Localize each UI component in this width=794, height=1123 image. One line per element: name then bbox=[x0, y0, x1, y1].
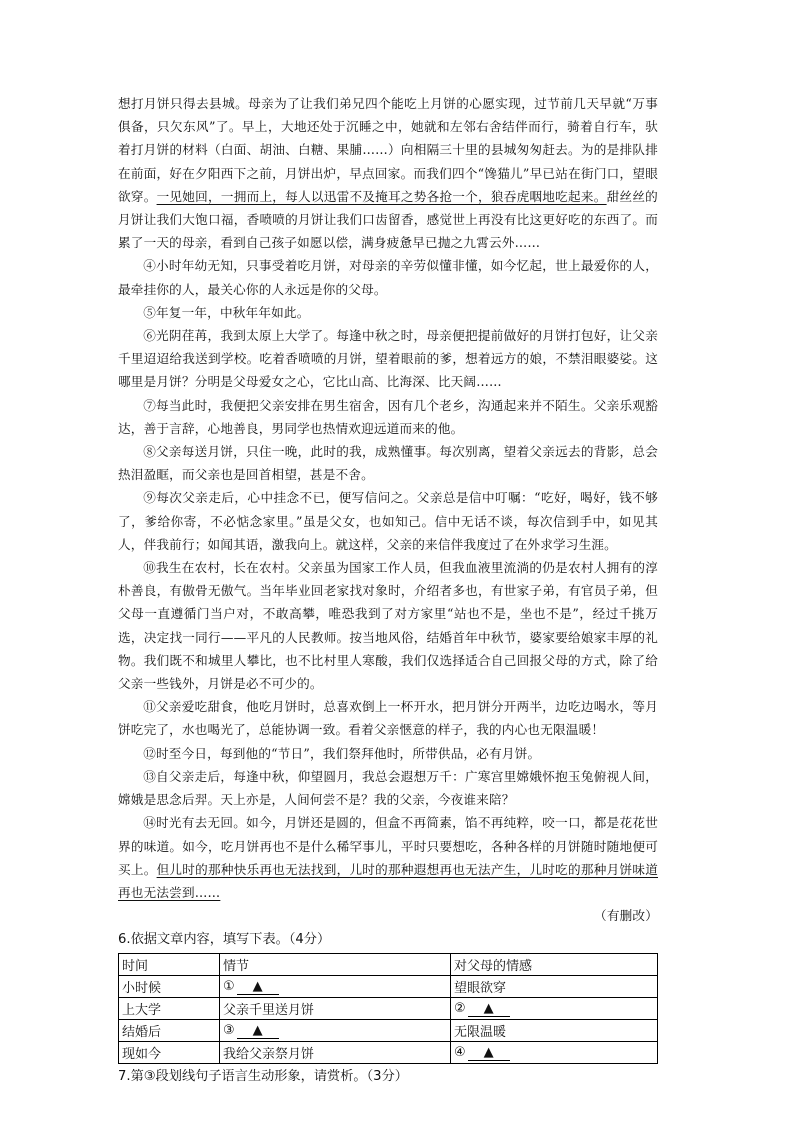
answer-blank[interactable]: ▲ bbox=[468, 1002, 510, 1017]
table-row bbox=[119, 976, 658, 998]
text: ⑭时光有去无回。如今，月饼还是圆的，但盒不再简素，馅不再纯粹，咬一口，都是花花世界的味道。如今，吃月饼再也不是什么稀罕事儿，平时只要想吃，各种各样的月饼随时随地便可买上。 bbox=[118, 815, 658, 877]
cell-feeling: 无限温暖 bbox=[451, 1020, 658, 1042]
answer-table bbox=[118, 953, 658, 1064]
cell-feeling[interactable] bbox=[451, 1042, 658, 1064]
blank-number: ① bbox=[223, 978, 235, 994]
cell-plot[interactable] bbox=[220, 976, 451, 998]
text-line: 霄云外…… bbox=[476, 235, 541, 251]
paragraph-11: ⑪父亲爱吃甜食，他吃月饼时，总喜欢倒上一杯开水，把月饼分开两半，边吃边喝水，等月饼吃完了，水也喝光了，总能协调一致。看着父亲惬意的样子，我的内心也无限温暖！ bbox=[118, 699, 658, 738]
paragraph-14 bbox=[118, 811, 658, 904]
answer-blank[interactable]: ▲ bbox=[237, 1024, 279, 1039]
cell-feeling[interactable] bbox=[451, 998, 658, 1020]
paragraph-7: ⑦每当此时，我便把父亲安排在男生宿舍，因有几个老乡，沟通起来并不陌生。父亲乐观豁达，善于言辞，心地善良，男同学也热情欢迎远道而来的他。 bbox=[118, 397, 658, 436]
header-plot: 情节 bbox=[220, 954, 451, 976]
table-row bbox=[119, 1020, 658, 1042]
text-line: 有比这更好吃的东西了。而累了一天的母亲，看到自己孩子如愿以偿，满身疲惫早已抛之九 bbox=[118, 212, 659, 251]
text-line: 想打月饼只得去县城。母亲为了让我们弟兄四个能吃上月饼的心愿实现，过节前几天早就“万 bbox=[118, 96, 646, 111]
paragraph-8: ⑧父亲每送月饼，只住一晚，此时的我，成熟懂事。每次别离，望着父亲远去的背影，总会热泪盈眶，而父亲也是回首相望，甚是不舍。 bbox=[118, 444, 658, 483]
question-7: 7.第③段划线句子语言生动形象，请赏析。（3分） bbox=[118, 1069, 408, 1085]
document-page bbox=[118, 92, 658, 1088]
paragraph-12: ⑫时至今日，每到他的“节日”，我们祭拜他时，所带供品，必有月饼。 bbox=[143, 745, 541, 761]
paragraph-6: ⑥光阴荏苒，我到太原上大学了。每逢中秋之时，母亲便把提前做好的月饼打包好，让父亲千里迢迢给我送到学校。吃着香喷喷的月饼，望着眼前的爹，想着远方的娘，不禁泪眼婆娑。这哪里是月饼？分明是父母爱女之心，它比山高、比海深、比天阔…… bbox=[118, 328, 658, 390]
answer-blank[interactable]: ▲ bbox=[237, 980, 279, 995]
paragraph-13: ⑬自父亲走后，每逢中秋，仰望圆月，我总会遐想万千：广寒宫里嫦娥怀抱玉兔俯视人间，嫦娥是思念后羿。天上亦是，人间何尝不是？我的父亲，今夜谁来陪？ bbox=[118, 768, 658, 808]
text-line: 的是排队排在前面，好在夕阳西下之前，月饼出炉，早点回家。而我们四个“馋猫儿”早已 bbox=[118, 142, 658, 181]
paragraph-10: ⑩我生在农村，长在农村。父亲虽为国家工作人员，但我血液里流淌的仍是农村人拥有的淳朴善良，有傲骨无傲气。当年毕业回老家找对象时，介绍者多也，有世家子弟，有官员子弟，但父母一直遵循门当户对，不敢高攀，唯恐我到了对方家里“站也不是，坐也不是”，经过千挑万选，决定找一同行——平凡的人民教师。按当地风俗，结婚首年中秋节，婆家要给娘家丰厚的礼物。我们既不和城里人攀比，也不比村里人寒酸，我们仅选择适合自己回报父母的方式，除了给父亲一些钱外，月饼是必不可少的。 bbox=[118, 560, 658, 692]
text-line: 事俱备，只欠东风”了。早上，大地还处于沉睡之中，她就和左邻右舍结伴而行，骑着自行 bbox=[118, 96, 658, 135]
blank-number: ④ bbox=[454, 1044, 466, 1060]
underlined-sentence-end: 咽地吃起来。 bbox=[529, 188, 607, 204]
cell-feeling: 望眼欲穿 bbox=[451, 976, 658, 998]
underlined-sentence-14: 但儿时的那种快乐再也无法找到，儿时的那种遐想再也无法产生，儿时吃的那种月饼味道再也无法尝到…… bbox=[118, 861, 658, 900]
blank-number: ③ bbox=[223, 1022, 235, 1038]
text-line: 甜丝丝的月饼让我们大饱口福，香喷喷的月饼让我们口齿留香，感觉世上再没 bbox=[118, 188, 658, 228]
cell-time: 小时候 bbox=[119, 976, 220, 998]
underlined-sentence: 一见她回，一拥而上，每人以迅雷不及掩耳之势各抢一个，狼吞虎 bbox=[156, 188, 530, 204]
cell-plot: 父亲千里送月饼 bbox=[220, 998, 451, 1020]
header-feeling: 对父母的情感 bbox=[451, 954, 658, 976]
answer-blank[interactable]: ▲ bbox=[468, 1046, 510, 1061]
cell-plot[interactable] bbox=[220, 1020, 451, 1042]
header-time: 时间 bbox=[119, 954, 220, 976]
table-row bbox=[119, 1042, 658, 1064]
table-header-row bbox=[119, 954, 658, 976]
question-6: 6.依据文章内容，填写下表。（4分） bbox=[118, 932, 331, 948]
cell-time: 上大学 bbox=[119, 998, 220, 1020]
text-line: 站在街门口，望眼欲穿。 bbox=[118, 165, 658, 204]
cell-plot: 我给父亲祭月饼 bbox=[220, 1042, 451, 1064]
text-line: 车，驮着打月饼的材料（白面、胡油、白糖、果脯……）向相隔三十里的县城匆匆赶去。为 bbox=[118, 119, 658, 158]
table-row bbox=[119, 998, 658, 1020]
paragraph-5: ⑤年复一年，中秋年年如此。 bbox=[143, 304, 310, 320]
paragraph-9: ⑨每次父亲走后，心中挂念不已，便写信问之。父亲总是信中叮嘱：“吃好，喝好，钱不够了，爹给你寄，不必惦念家里。”虽是父女，也如知己。信中无话不谈，每次信到手中，如见其人，伴我前行；如闻其语，激我向上。就这样，父亲的来信伴我度过了在外求学习生涯。 bbox=[118, 490, 658, 552]
source-note: （有删改） bbox=[594, 908, 658, 924]
blank-number: ② bbox=[454, 1000, 466, 1016]
cell-time: 现如今 bbox=[119, 1042, 220, 1064]
paragraph-4: ④小时年幼无知，只事受着吃月饼，对母亲的辛劳似懂非懂，如今忆起，世上最爱你的人，最牵挂你的人，最关心你的人永远是你的父母。 bbox=[118, 258, 658, 297]
cell-time: 结婚后 bbox=[119, 1020, 220, 1042]
paragraph-3 bbox=[118, 92, 658, 254]
